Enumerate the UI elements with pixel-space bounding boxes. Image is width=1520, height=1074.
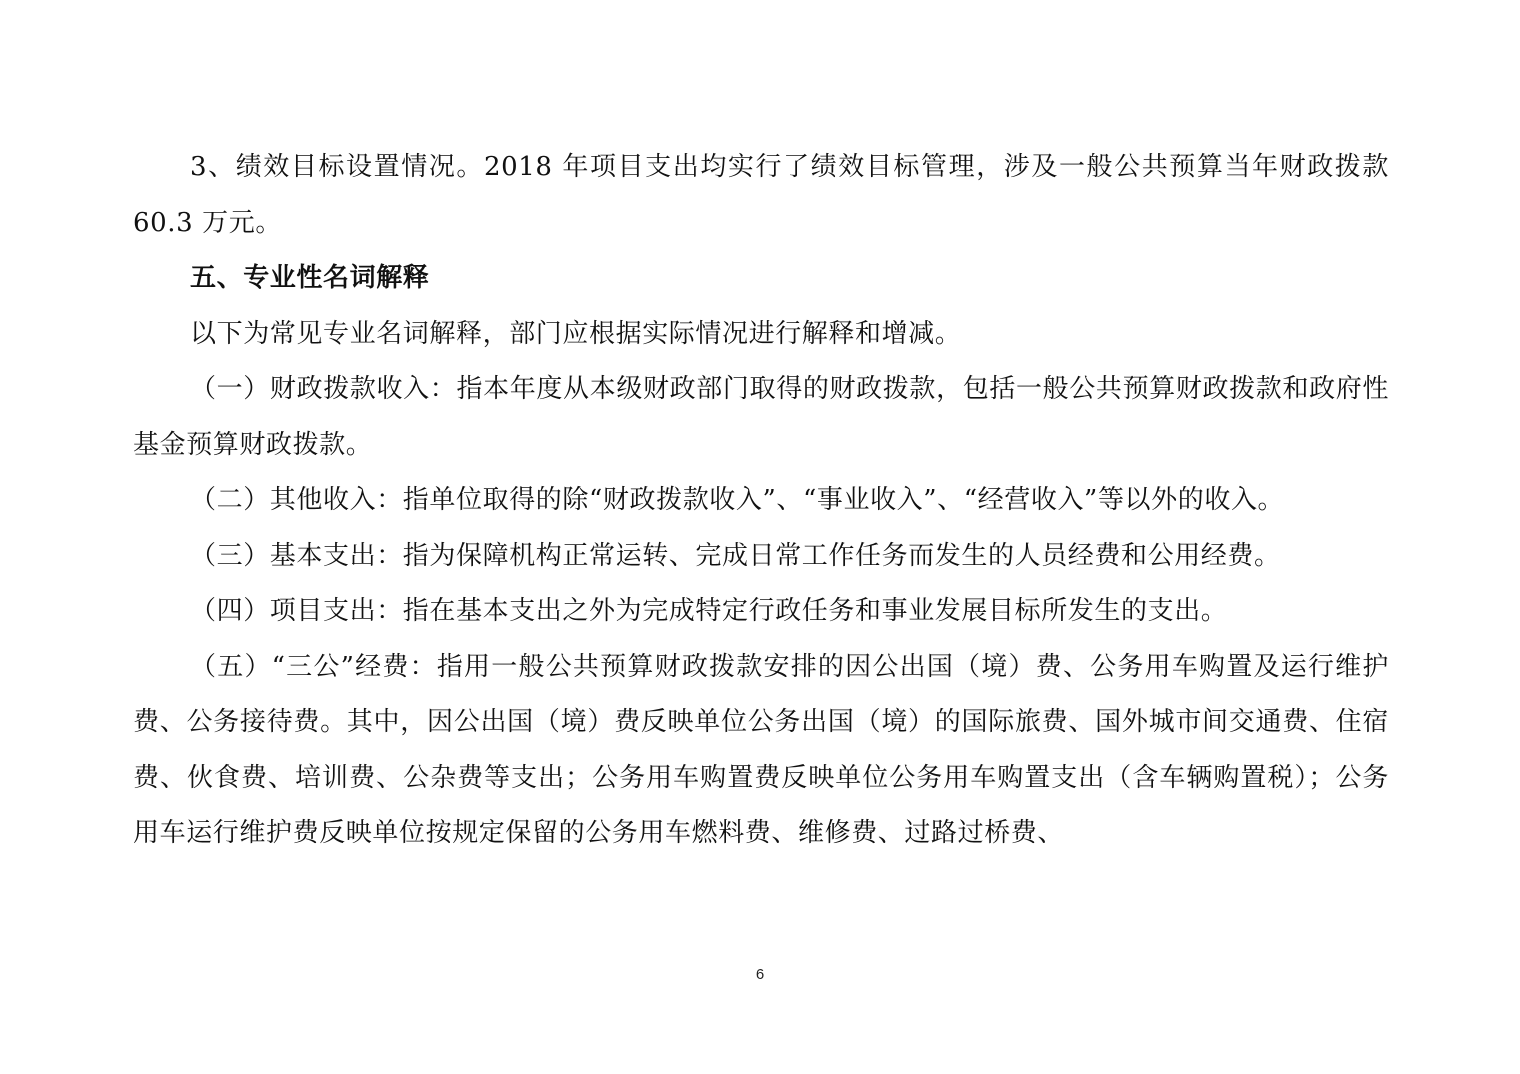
paragraph-term-project-expenditure: （四）项目支出：指在基本支出之外为完成特定行政任务和事业发展目标所发生的支出。	[190, 596, 1228, 626]
paragraph-performance-targets: 3、绩效目标设置情况。2018 年项目支出均实行了绩效目标管理，涉及一般公共预算当年财政拨款 60.3 万元。	[133, 152, 1389, 238]
paragraph-term-basic-expenditure: （三）基本支出：指为保障机构正常运转、完成日常工作任务而发生的人员经费和公用经费。	[190, 540, 1281, 571]
paragraph-term-other-income: （二）其他收入：指单位取得的除“财政拨款收入”、“事业收入”、“经营收入”等以外的收入。	[190, 485, 1285, 515]
paragraph-terms-intro: 以下为常见专业名词解释，部门应根据实际情况进行解释和增减。	[190, 318, 962, 349]
page-body	[133, 140, 1389, 862]
page-number: 6	[755, 966, 765, 983]
paragraph-term-three-public-expenses: （五）“三公”经费：指用一般公共预算财政拨款安排的因公出国（境）费、公务用车购置及运行维护费、公务接待费。其中，因公出国（境）费反映单位公务出国（境）的国际旅费、国外城市间交通费、住宿费、伙食费、培训费、公杂费等支出；公务用车购置费反映单位公务用车购置支出（含车辆购置税）；公务用车运行维护费反映单位按规定保留的公务用车燃料费、维修费、过路过桥费、	[133, 651, 1389, 848]
section-heading-terms: 五、专业性名词解释	[190, 263, 430, 293]
paragraph-term-fiscal-appropriation: （一）财政拨款收入：指本年度从本级财政部门取得的财政拨款，包括一般公共预算财政拨款和政府性基金预算财政拨款。	[133, 374, 1389, 460]
